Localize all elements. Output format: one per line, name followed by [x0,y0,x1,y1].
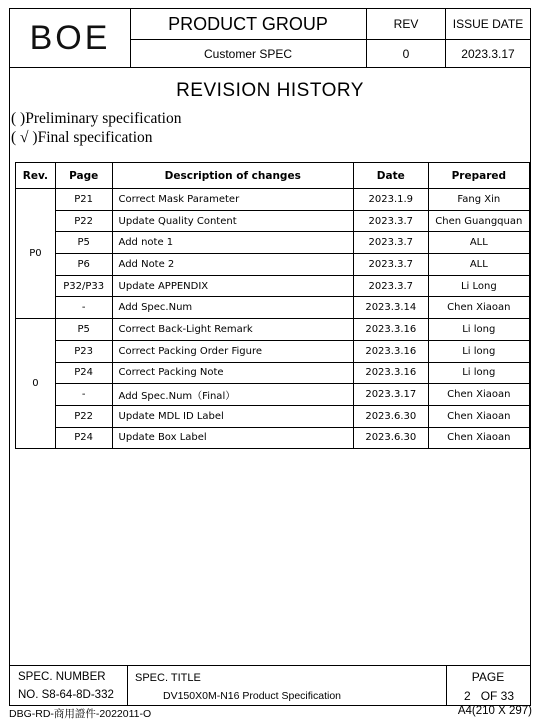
date-cell: 2023.3.17 [353,384,428,406]
date-cell: 2023.3.16 [353,362,428,384]
description-cell: Correct Packing Order Figure [112,340,353,362]
revision-table-header [16,163,530,189]
spec-title-cell [127,666,447,706]
date-cell: 2023.3.14 [353,297,428,319]
spec-title-value: DV150X0M-N16 Product Specification [163,690,342,702]
description-cell: Add Note 2 [112,254,353,276]
date-cell: 2023.3.16 [353,319,428,341]
description-cell: Add Spec.Num [112,297,353,319]
col-header-description: Description of changes [112,163,353,189]
page-num-current: 2 [464,689,471,703]
prepared-cell: Li long [428,362,529,384]
document-footer [10,665,530,706]
description-cell: Add Spec.Num（Final） [112,384,353,406]
date-cell: 2023.3.7 [353,232,428,254]
rev-label-cell: REV [367,9,446,40]
rev-value-cell: 0 [367,40,446,67]
table-row [16,275,530,297]
page-cell: - [55,297,112,319]
final-spec-label: Final specification [37,129,153,146]
document-header [10,9,530,68]
page-cell: P23 [55,340,112,362]
prepared-cell: Li long [428,340,529,362]
page-cell: P24 [55,427,112,449]
page-num-total: OF 33 [480,689,515,703]
page-cell: P24 [55,362,112,384]
paper-size: A4(210 X 297) [457,705,532,717]
page-cell: - [55,384,112,406]
table-row [16,405,530,427]
description-cell: Update Box Label [112,427,353,449]
prepared-cell: Li Long [428,275,529,297]
date-cell: 2023.3.7 [353,254,428,276]
final-spec-option [11,129,153,147]
preliminary-spec-mark: ( ) [11,110,26,127]
spec-number-cell [10,666,128,706]
table-row [16,189,530,211]
final-spec-mark: ( √ ) [11,129,38,146]
spec-number-label: SPEC. NUMBER [18,671,106,683]
prepared-cell: ALL [428,232,529,254]
spec-number-value: NO. S8-64-8D-332 [18,689,114,701]
page-cell: P32/P33 [55,275,112,297]
table-row [16,319,530,341]
description-cell: Update MDL ID Label [112,405,353,427]
description-cell: Update Quality Content [112,210,353,232]
date-cell: 2023.6.30 [353,427,428,449]
rev-cell: P0 [16,189,56,319]
description-cell: Correct Mask Parameter [112,189,353,211]
table-row [16,232,530,254]
table-row [16,254,530,276]
document-frame [9,8,531,706]
table-row [16,340,530,362]
table-row [16,210,530,232]
page-label: PAGE [471,670,505,684]
page-cell: P5 [55,232,112,254]
date-cell: 2023.3.16 [353,340,428,362]
page-cell [446,666,530,706]
table-row [16,427,530,449]
rev-cell: 0 [16,319,56,449]
prepared-cell: ALL [428,254,529,276]
date-cell: 2023.1.9 [353,189,428,211]
table-row [16,362,530,384]
boe-logo: BOE [29,18,111,57]
prepared-cell: Li long [428,319,529,341]
spec-title-label: SPEC. TITLE [135,672,201,684]
col-header-rev: Rev. [16,163,56,189]
page-cell: P22 [55,210,112,232]
page-cell: P5 [55,319,112,341]
revision-table-body [16,189,530,449]
description-cell: Add note 1 [112,232,353,254]
col-header-prepared: Prepared [428,163,529,189]
col-header-page: Page [55,163,112,189]
logo-cell [10,9,131,67]
prepared-cell: Chen Xiaoan [428,405,529,427]
page-cell: P21 [55,189,112,211]
page-cell: P6 [55,254,112,276]
prepared-cell: Chen Xiaoan [428,384,529,406]
customer-spec-cell: Customer SPEC [130,40,367,67]
date-cell: 2023.3.7 [353,210,428,232]
product-group-cell: PRODUCT GROUP [130,9,367,40]
col-header-date: Date [353,163,428,189]
issue-date-label-cell: ISSUE DATE [446,9,530,40]
description-cell: Correct Back-Light Remark [112,319,353,341]
preliminary-spec-label: Preliminary specification [25,110,182,127]
page-number [464,689,514,703]
date-cell: 2023.3.7 [353,275,428,297]
page-title: REVISION HISTORY [176,80,364,101]
prepared-cell: Fang Xin [428,189,529,211]
page-cell: P22 [55,405,112,427]
table-row [16,297,530,319]
prepared-cell: Chen Guangquan [428,210,529,232]
document-code: DBG-RD-商用證件-2022011-O [9,708,152,720]
prepared-cell: Chen Xiaoan [428,297,529,319]
issue-date-value-cell: 2023.3.17 [461,46,515,61]
table-row [16,384,530,406]
date-cell: 2023.6.30 [353,405,428,427]
prepared-cell: Chen Xiaoan [428,427,529,449]
revision-table [15,162,530,449]
description-cell: Correct Packing Note [112,362,353,384]
preliminary-spec-option [11,110,181,128]
description-cell: Update APPENDIX [112,275,353,297]
